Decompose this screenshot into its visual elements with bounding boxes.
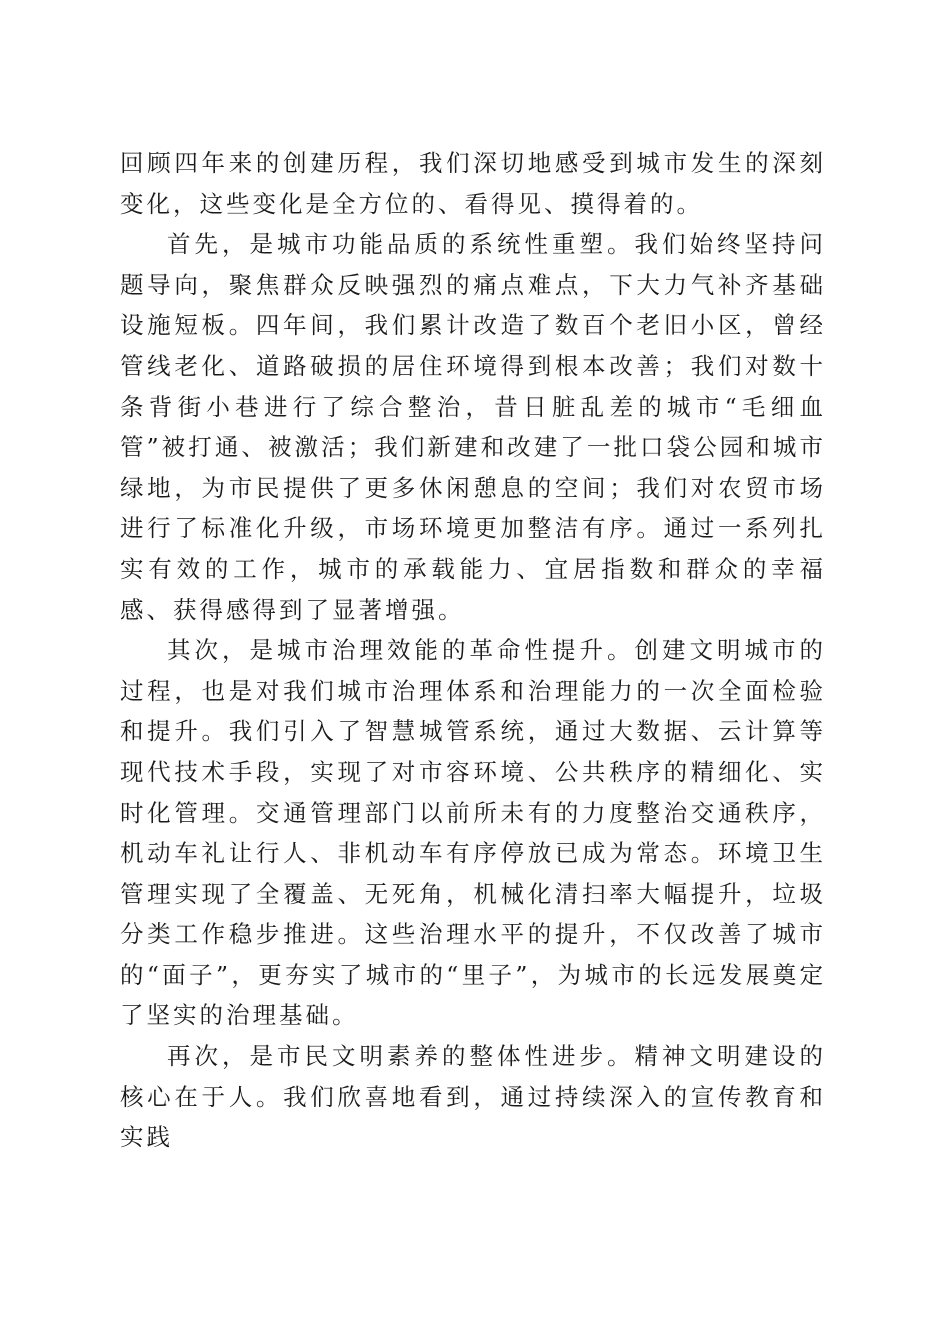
paragraph-2: 首先，是城市功能品质的系统性重塑。我们始终坚持问题导向，聚焦群众反映强烈的痛点难点，下大力气补齐基础设施短板。四年间，我们累计改造了数百个老旧小区，曾经管线老化、道路破损的居住环境得到根本改善；我们对数十条背街小巷进行了综合整治，昔日脏乱差的城市“毛细血管”被打通、被激活；我们新建和改建了一批口袋公园和城市绿地，为市民提供了更多休闲憩息的空间；我们对农贸市场进行了标准化升级，市场环境更加整洁有序。通过一系列扎实有效的工作，城市的承载能力、宜居指数和群众的幸福感、获得感得到了显著增强。 [120,230,826,624]
paragraph-3: 其次，是城市治理效能的革命性提升。创建文明城市的过程，也是对我们城市治理体系和治理能力的一次全面检验和提升。我们引入了智慧城管系统，通过大数据、云计算等现代技术手段，实现了对市容环境、公共秩序的精细化、实时化管理。交通管理部门以前所未有的力度整治交通秩序，机动车礼让行人、非机动车有序停放已成为常态。环境卫生管理实现了全覆盖、无死角，机械化清扫率大幅提升，垃圾分类工作稳步推进。这些治理水平的提升，不仅改善了城市的“面子”，更夯实了城市的“里子”，为城市的长远发展奠定了坚实的治理基础。 [120,636,826,1030]
paragraph-1: 回顾四年来的创建历程，我们深切地感受到城市发生的深刻变化，这些变化是全方位的、看得见、摸得着的。 [120,149,826,218]
document-page [120,143,826,1158]
paragraph-4: 再次，是市民文明素养的整体性进步。精神文明建设的核心在于人。我们欣喜地看到，通过持续深入的宣传教育和实践 [120,1042,826,1152]
